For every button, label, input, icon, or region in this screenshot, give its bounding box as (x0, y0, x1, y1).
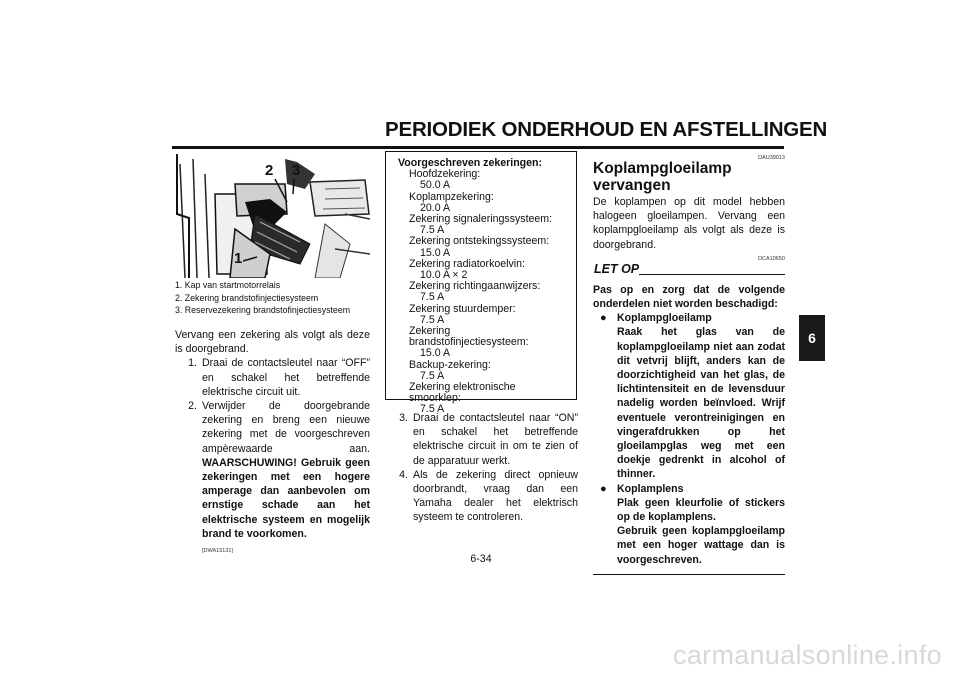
fuse-name: Zekering richtingaanwijzers: (409, 280, 541, 293)
figure-caption (175, 279, 375, 317)
headlight-bulb-column (593, 151, 785, 575)
step-1 (175, 356, 370, 399)
step-number: 2. (188, 400, 197, 413)
step-2 (175, 399, 370, 558)
caution-code: DCA10650 (758, 255, 785, 262)
fuse-value: 15.0 A (420, 347, 451, 360)
fuse-name: Koplampzekering: (409, 190, 494, 203)
caption-item-1: 1. Kap van startmotorrelais (175, 280, 281, 290)
bullet-dot-icon: ● (600, 482, 607, 495)
step-number: 4. (399, 468, 408, 481)
fuse-value: 7.5 A (420, 369, 445, 382)
warning-text: WAARSCHUWING! Gebruik geen zekeringen met een hogere amperage dan aanbevolen om ernstige schade aan het elektrische systeem en mogelijk brand te voorkomen. (202, 456, 370, 540)
caution-header (593, 262, 785, 283)
fuse-value: 7.5 A (420, 313, 445, 326)
watermark: carmanualsonline.info (673, 640, 942, 670)
bullet-text-2: Gebruik geen koplampgloeilamp met een hoger wattage dan is voorgeschreven. (617, 525, 785, 566)
fuse-value: 15.0 A (420, 246, 451, 259)
fuse-name: Zekering ontstekingssysteem: (409, 235, 550, 248)
page-header-title: PERIODIEK ONDERHOUD EN AFSTELLINGEN (385, 118, 828, 141)
caution-text: Pas op en zorg dat de volgende onderdelen niet worden beschadigd: (593, 283, 785, 311)
step-text-container (202, 399, 370, 558)
chapter-tab: 6 (799, 315, 825, 361)
step-text: Verwijder de doorgebrande zekering en breng een nieuwe zekering met de voorgeschreven ampèrewaarde aan. (202, 400, 370, 455)
fuse-steps-continued (386, 411, 578, 525)
caption-item-3: 3. Reservezekering brandstofinjectiesysteem (175, 305, 351, 316)
fuse-value: 10.0 A × 2 (420, 269, 468, 282)
fuse-name: Zekering brandstofinjectiesysteem: (409, 325, 529, 349)
fuse-box-title: Voorgeschreven zekeringen: (398, 157, 543, 169)
caution-end-rule (593, 574, 785, 576)
fuse-name: Zekering radiatorkoelvin: (409, 257, 525, 270)
callout-label-1: 1 (234, 250, 243, 267)
caution-label: LET OP (594, 261, 640, 276)
caution-bullet-lens (593, 482, 785, 567)
bullet-title: Koplamplens (617, 482, 684, 495)
warning-code: [DWA15131] (202, 548, 233, 555)
fuse-replacement-column (175, 328, 370, 558)
specified-fuses-box (385, 151, 577, 416)
caption-item-2: 2. Zekering brandstofinjectiesysteem (175, 292, 319, 303)
header-rule (172, 146, 784, 149)
fuse-name: Hoofdzekering: (409, 168, 481, 181)
intro-paragraph: Vervang een zekering als volgt als deze is doorgebrand. (175, 329, 370, 356)
bullet-content (617, 482, 785, 567)
fuse-value: 50.0 A (420, 179, 451, 192)
fuse-name: Zekering signaleringssysteem: (409, 213, 553, 226)
bullet-content (617, 311, 785, 481)
page-number: 6-34 (470, 553, 492, 565)
fuse-box-photo (175, 154, 370, 278)
fuse-value: 7.5 A (420, 403, 445, 416)
step-4 (386, 468, 578, 525)
bullet-dot-icon: ● (600, 312, 607, 325)
step-text: Draai de contactsleutel naar “ON” en schakel het betreffende elektrische circuit in om te zien of de apparatuur werkt. (413, 412, 578, 467)
step-number: 3. (399, 412, 408, 424)
section-intro: De koplampen op dit model hebben halogeen gloeilampen. Vervang een koplampgloeilamp als volgt als deze is doorgebrand. (593, 196, 785, 251)
caution-rule (639, 274, 785, 276)
section-code: DAU39013 (758, 155, 785, 161)
fuse-list (398, 169, 570, 415)
step-text: Als de zekering direct opnieuw doorbrandt, vraag dan een Yamaha dealer het elektrisch systeem te controleren. (413, 468, 578, 524)
fuse-name: Zekering stuurdemper: (409, 302, 516, 315)
bullet-text: Plak geen kleurfolie of stickers op de koplamplens. (617, 496, 785, 524)
step-text: Draai de contactsleutel naar “OFF” en schakel het betreffende elektrische circuit uit. (202, 357, 370, 398)
bullet-text: Raak het glas van de koplampgloeilamp niet aan zodat dit vetvrij blijft, anders kan de doorzichtigheid van het glas, de lichtintensiteit en de levensduur nadelig worden beïnvloed. Wrijf eventuele verontreinigingen en vingerafdrukken op het gloeilampglas weg met een doekje gedrenkt in alcohol of thinner. (617, 326, 785, 481)
step-3 (386, 411, 578, 468)
fuse-name: Backup-zekering: (409, 358, 491, 371)
fuse-value: 20.0 A (420, 201, 451, 214)
section-title: Koplampgloeilamp vervangen (593, 160, 732, 194)
caution-bullet-bulb (593, 311, 785, 481)
step-number: 1. (188, 357, 197, 370)
callout-label-3: 3 (292, 162, 301, 179)
fuse-value: 7.5 A (420, 291, 445, 304)
fuse-name: Zekering elektronische smoorklep: (409, 381, 516, 405)
fuse-value: 7.5 A (420, 224, 445, 237)
callout-label-2: 2 (265, 162, 274, 179)
bullet-title: Koplampgloeilamp (617, 312, 712, 325)
